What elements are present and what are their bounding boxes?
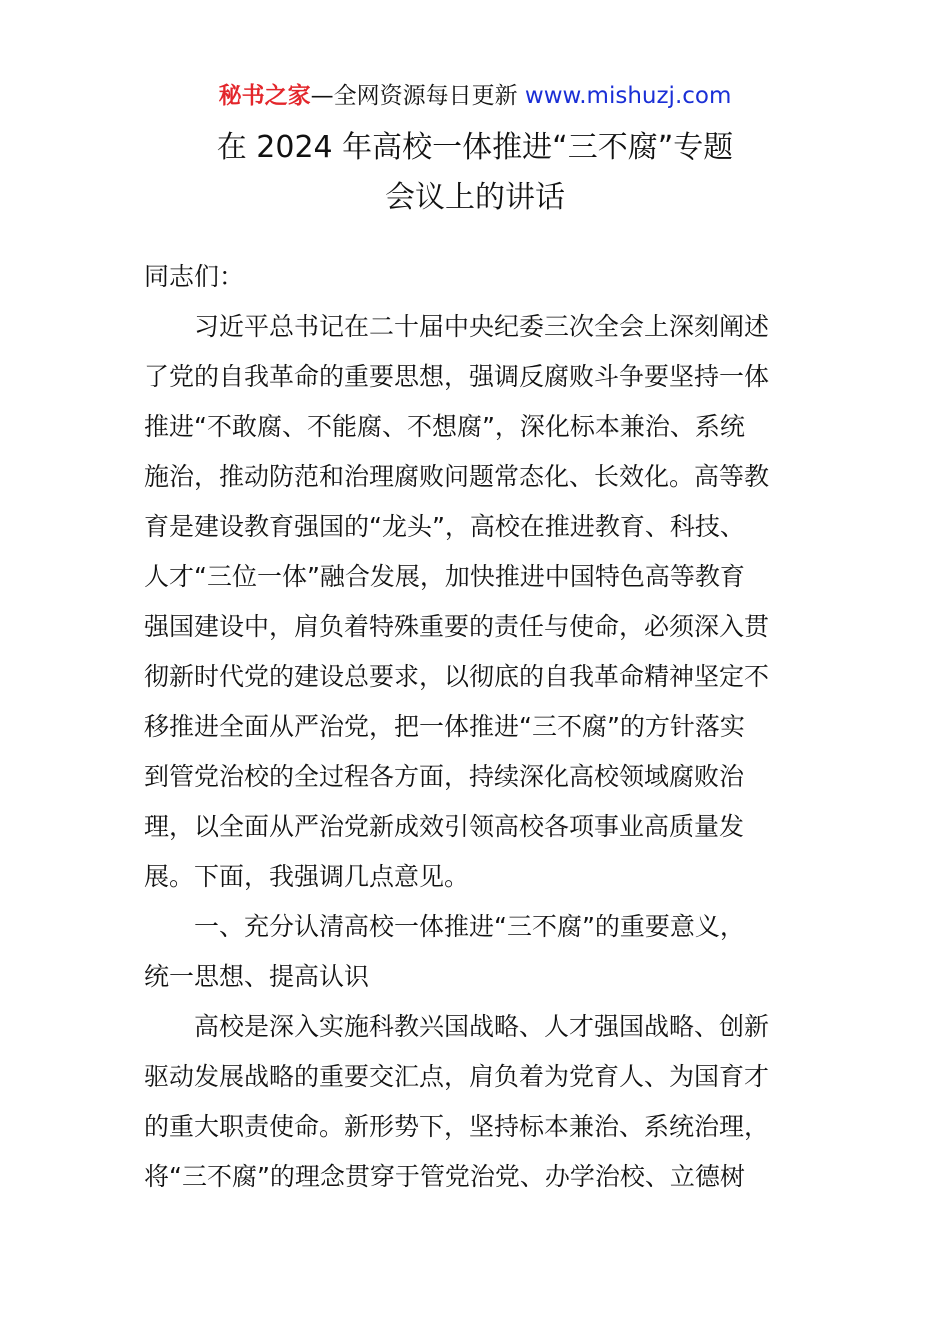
paragraph-line: 移推进全面从严治党，把一体推进“三不腐”的方针落实 [144, 712, 745, 741]
paragraph-line: 理，以全面从严治党新成效引领高校各项事业高质量发 [144, 812, 745, 841]
paragraph-line: 施治，推动防范和治理腐败问题常态化、长效化。高等教 [144, 462, 770, 491]
paragraph-line: 强国建设中，肩负着特殊重要的责任与使命，必须深入贯 [144, 612, 770, 641]
source-header [0, 80, 950, 112]
paragraph-line: 将“三不腐”的理念贯穿于管党治党、办学治校、立德树 [144, 1162, 745, 1191]
paragraph-line: 推进“不敢腐、不能腐、不想腐”，深化标本兼治、系统 [144, 412, 745, 441]
paragraph-line: 育是建设教育强国的“龙头”，高校在推进教育、科技、 [144, 512, 745, 541]
header-tagline: —全网资源每日更新 [310, 83, 518, 109]
paragraph-line: 的重大职责使命。新形势下，坚持标本兼治、系统治理， [144, 1112, 770, 1141]
paragraph-line: 展。下面，我强调几点意见。 [144, 862, 470, 891]
paragraph-line: 彻新时代党的建设总要求，以彻底的自我革命精神坚定不 [144, 662, 770, 691]
brand-name: 秘书之家 [218, 83, 311, 109]
paragraph-line: 习近平总书记在二十届中央纪委三次全会上深刻阐述 [194, 312, 770, 341]
site-url: www.mishuzj.com [524, 83, 732, 109]
section-heading-line: 一、充分认清高校一体推进“三不腐”的重要意义， [194, 912, 745, 941]
salutation: 同志们： [144, 262, 245, 291]
paragraph-line: 了党的自我革命的重要思想，强调反腐败斗争要坚持一体 [144, 362, 770, 391]
paragraph-line: 驱动发展战略的重要交汇点，肩负着为党育人、为国育才 [144, 1062, 770, 1091]
document-title-line-2: 会议上的讲话 [385, 180, 565, 215]
document-body [144, 252, 806, 1202]
paragraph-line: 人才“三位一体”融合发展，加快推进中国特色高等教育 [144, 562, 745, 591]
document-title-line-1: 在 2024 年高校一体推进“三不腐”专题 [216, 130, 734, 165]
section-heading-line: 统一思想、提高认识 [144, 962, 370, 991]
paragraph-line: 到管党治校的全过程各方面，持续深化高校领域腐败治 [144, 762, 745, 791]
paragraph-line: 高校是深入实施科教兴国战略、人才强国战略、创新 [194, 1012, 770, 1041]
